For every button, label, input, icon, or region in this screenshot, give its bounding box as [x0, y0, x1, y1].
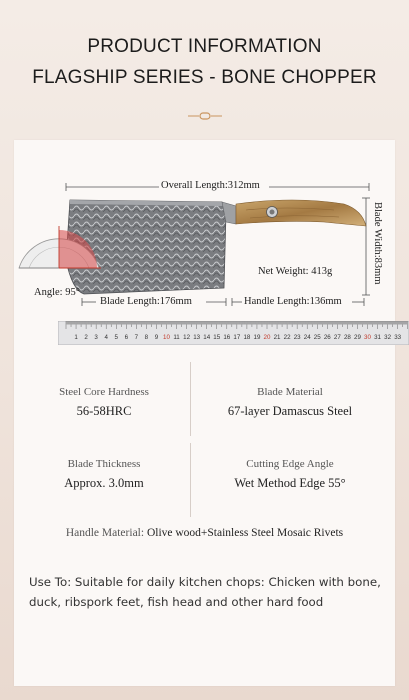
page-title-line2: FLAGSHIP SERIES - BONE CHOPPER — [32, 67, 377, 88]
ruler-number: 12 — [183, 334, 191, 341]
ruler-number: 20 — [263, 334, 271, 341]
steel-core-hardness-value: 56-58HRC — [76, 404, 132, 418]
ruler-number: 24 — [303, 334, 311, 341]
ruler-number: 14 — [203, 334, 211, 341]
ornament-divider-icon — [188, 111, 222, 121]
ruler-number: 22 — [283, 334, 291, 341]
spec-divider-2 — [190, 443, 191, 517]
ruler-number: 15 — [213, 334, 221, 341]
blade-material-label: Blade Material — [257, 386, 323, 398]
measuring-ruler — [58, 321, 409, 345]
handle-material-label: Handle Material: — [65, 527, 145, 539]
ruler-number: 31 — [374, 334, 381, 341]
ruler-number: 27 — [333, 334, 341, 341]
ruler-number: 1 — [74, 334, 78, 341]
ruler-number: 18 — [243, 334, 251, 341]
ruler-number: 33 — [394, 334, 402, 341]
ruler-number: 3 — [94, 334, 98, 341]
page-title-line1: PRODUCT INFORMATION — [87, 36, 322, 57]
ruler-number: 23 — [293, 334, 301, 341]
blade-thickness-label: Blade Thickness — [67, 458, 141, 470]
blade-width-label: Blade Width:83mm — [372, 202, 383, 285]
ruler-number: 2 — [84, 334, 88, 341]
cutting-edge-angle-label: Cutting Edge Angle — [246, 458, 334, 470]
ruler-number: 7 — [134, 334, 139, 341]
ruler-number: 5 — [114, 334, 118, 341]
ruler-body — [58, 321, 409, 345]
ruler-number: 6 — [124, 334, 129, 341]
ruler-number: 8 — [144, 334, 149, 341]
ruler-number: 32 — [384, 334, 392, 341]
ruler-number: 25 — [313, 334, 321, 341]
ruler-number: 16 — [223, 334, 231, 341]
steel-core-hardness-label: Steel Core Hardness — [59, 386, 149, 398]
ruler-number: 21 — [273, 334, 281, 341]
ruler-number: 26 — [323, 334, 331, 341]
net-weight-label: Net Weight: 413g — [258, 266, 333, 277]
usage-text: Use To: Suitable for daily kitchen chops: Chicken with bone, duck, ribspork feet, fish head and other hard food — [29, 575, 381, 609]
blade-material-value: 67-layer Damascus Steel — [227, 404, 353, 418]
overall-length-label: Overall Length:312mm — [161, 180, 260, 191]
angle-label: Angle: 95° — [34, 287, 80, 298]
handle-length-label: Handle Length:136mm — [244, 296, 342, 307]
ruler-number: 4 — [104, 334, 108, 341]
ruler-number: 13 — [193, 334, 201, 341]
ruler-number: 10 — [163, 334, 170, 341]
ruler-number: 29 — [354, 334, 361, 341]
ruler-number: 17 — [233, 334, 241, 341]
ruler-number: 30 — [364, 334, 371, 341]
blade-thickness-value: Approx. 3.0mm — [64, 476, 144, 490]
ruler-number: 11 — [173, 334, 180, 341]
ruler-number: 28 — [343, 334, 351, 341]
ruler-number: 19 — [253, 334, 261, 341]
handle-material-row — [14, 527, 395, 539]
cutting-edge-angle-value: Wet Method Edge 55° — [234, 476, 346, 490]
spec-divider-1 — [190, 362, 191, 436]
handle-material-value: Olive wood+Stainless Steel Mosaic Rivets — [146, 527, 344, 539]
ruler-number: 9 — [154, 334, 159, 341]
product-info-card — [14, 140, 402, 686]
blade-length-label: Blade Length:176mm — [100, 296, 192, 307]
